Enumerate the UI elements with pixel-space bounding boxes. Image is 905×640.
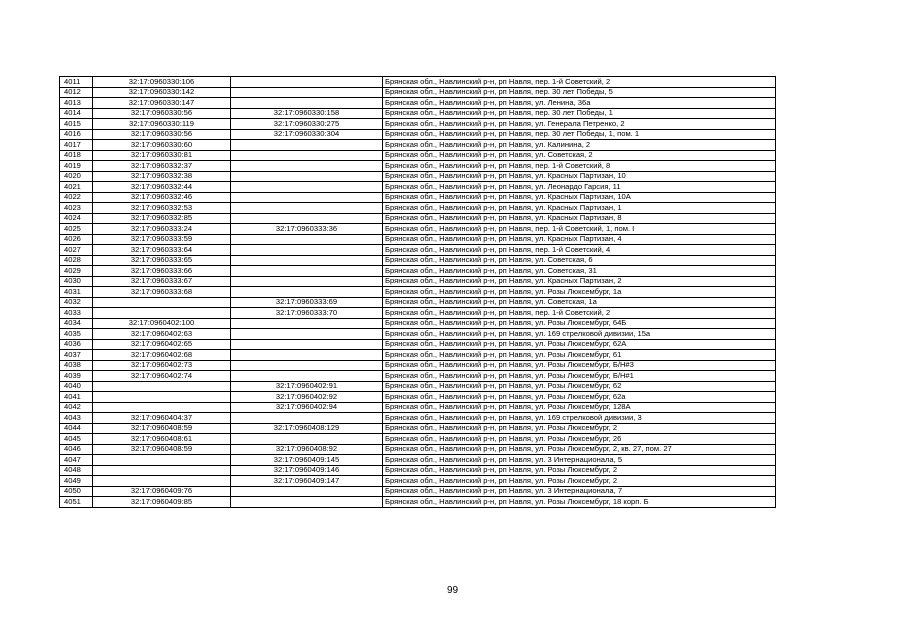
address-cell: Брянская обл., Навлинский р-н, рп Навля, ул. 3 Интернационала, 7 xyxy=(383,486,776,497)
table-row xyxy=(60,87,776,98)
row-number-cell: 4035 xyxy=(60,329,93,340)
row-number-cell: 4021 xyxy=(60,182,93,193)
cadastral-number-cell: 32:17:0960409:85 xyxy=(93,497,231,508)
address-cell: Брянская обл., Навлинский р-н, рп Навля, ул. Красных Партизан, 8 xyxy=(383,213,776,224)
row-number-cell: 4029 xyxy=(60,266,93,277)
cadastral-number-cell xyxy=(93,455,231,466)
related-cadastral-number-cell xyxy=(231,182,383,193)
registry-table-container xyxy=(59,76,775,508)
table-row xyxy=(60,192,776,203)
cadastral-number-cell xyxy=(93,392,231,403)
table-row xyxy=(60,318,776,329)
table-row xyxy=(60,77,776,88)
table-row xyxy=(60,287,776,298)
address-cell: Брянская обл., Навлинский р-н, рп Навля, пер. 30 лет Победы, 5 xyxy=(383,87,776,98)
address-cell: Брянская обл., Навлинский р-н, рп Навля, ул. Розы Люксембург, 62а xyxy=(383,392,776,403)
cadastral-number-cell: 32:17:0960404:37 xyxy=(93,413,231,424)
related-cadastral-number-cell xyxy=(231,276,383,287)
related-cadastral-number-cell xyxy=(231,287,383,298)
table-row xyxy=(60,497,776,508)
address-cell: Брянская обл., Навлинский р-н, рп Навля, ул. Советская, 2 xyxy=(383,150,776,161)
table-row xyxy=(60,150,776,161)
row-number-cell: 4036 xyxy=(60,339,93,350)
cadastral-number-cell: 32:17:0960330:106 xyxy=(93,77,231,88)
related-cadastral-number-cell: 32:17:0960408:92 xyxy=(231,444,383,455)
row-number-cell: 4039 xyxy=(60,371,93,382)
related-cadastral-number-cell: 32:17:0960333:69 xyxy=(231,297,383,308)
row-number-cell: 4025 xyxy=(60,224,93,235)
address-cell: Брянская обл., Навлинский р-н, рп Навля, ул. Ленина, 36а xyxy=(383,98,776,109)
cadastral-number-cell xyxy=(93,308,231,319)
row-number-cell: 4032 xyxy=(60,297,93,308)
address-cell: Брянская обл., Навлинский р-н, рп Навля, пер. 1-й Советский, 1, пом. I xyxy=(383,224,776,235)
cadastral-number-cell xyxy=(93,402,231,413)
cadastral-number-cell xyxy=(93,465,231,476)
table-row xyxy=(60,161,776,172)
cadastral-number-cell: 32:17:0960409:76 xyxy=(93,486,231,497)
address-cell: Брянская обл., Навлинский р-н, рп Навля, пер. 1-й Советский, 4 xyxy=(383,245,776,256)
address-cell: Брянская обл., Навлинский р-н, рп Навля, ул. Розы Люксембург, 61 xyxy=(383,350,776,361)
table-row xyxy=(60,276,776,287)
cadastral-number-cell: 32:17:0960330:119 xyxy=(93,119,231,130)
row-number-cell: 4047 xyxy=(60,455,93,466)
related-cadastral-number-cell xyxy=(231,161,383,172)
related-cadastral-number-cell xyxy=(231,350,383,361)
address-cell: Брянская обл., Навлинский р-н, рп Навля, пер. 1-й Советский, 2 xyxy=(383,308,776,319)
related-cadastral-number-cell xyxy=(231,140,383,151)
table-row xyxy=(60,381,776,392)
table-row xyxy=(60,444,776,455)
row-number-cell: 4024 xyxy=(60,213,93,224)
address-cell: Брянская обл., Навлинский р-н, рп Навля, ул. Розы Люксембург, 64Б xyxy=(383,318,776,329)
related-cadastral-number-cell xyxy=(231,77,383,88)
table-row xyxy=(60,297,776,308)
related-cadastral-number-cell xyxy=(231,497,383,508)
cadastral-number-cell: 32:17:0960402:68 xyxy=(93,350,231,361)
table-row xyxy=(60,129,776,140)
cadastral-number-cell: 32:17:0960332:44 xyxy=(93,182,231,193)
row-number-cell: 4014 xyxy=(60,108,93,119)
address-cell: Брянская обл., Навлинский р-н, рп Навля, ул. Красных Партизан, 1 xyxy=(383,203,776,214)
table-row xyxy=(60,371,776,382)
table-row xyxy=(60,402,776,413)
address-cell: Брянская обл., Навлинский р-н, рп Навля, ул. Советская, 1а xyxy=(383,297,776,308)
related-cadastral-number-cell xyxy=(231,339,383,350)
table-row xyxy=(60,108,776,119)
row-number-cell: 4051 xyxy=(60,497,93,508)
row-number-cell: 4042 xyxy=(60,402,93,413)
related-cadastral-number-cell: 32:17:0960330:158 xyxy=(231,108,383,119)
related-cadastral-number-cell: 32:17:0960402:94 xyxy=(231,402,383,413)
address-cell: Брянская обл., Навлинский р-н, рп Навля, ул. 169 стрелковой дивизии, 15а xyxy=(383,329,776,340)
address-cell: Брянская обл., Навлинский р-н, рп Навля, ул. Розы Люксембург, 2 xyxy=(383,423,776,434)
address-cell: Брянская обл., Навлинский р-н, рп Навля, ул. Красных Партизан, 10А xyxy=(383,192,776,203)
cadastral-number-cell: 32:17:0960333:67 xyxy=(93,276,231,287)
cadastral-number-cell: 32:17:0960330:56 xyxy=(93,129,231,140)
related-cadastral-number-cell xyxy=(231,360,383,371)
cadastral-number-cell xyxy=(93,476,231,487)
address-cell: Брянская обл., Навлинский р-н, рп Навля, ул. Розы Люксембург, 2 xyxy=(383,476,776,487)
related-cadastral-number-cell xyxy=(231,171,383,182)
related-cadastral-number-cell xyxy=(231,203,383,214)
related-cadastral-number-cell xyxy=(231,255,383,266)
cadastral-number-cell: 32:17:0960333:66 xyxy=(93,266,231,277)
address-cell: Брянская обл., Навлинский р-н, рп Навля, ул. Розы Люксембург, 62 xyxy=(383,381,776,392)
row-number-cell: 4020 xyxy=(60,171,93,182)
table-row xyxy=(60,98,776,109)
table-row xyxy=(60,308,776,319)
table-row xyxy=(60,476,776,487)
related-cadastral-number-cell xyxy=(231,413,383,424)
address-cell: Брянская обл., Навлинский р-н, рп Навля, ул. Красных Партизан, 10 xyxy=(383,171,776,182)
address-cell: Брянская обл., Навлинский р-н, рп Навля, ул. Красных Партизан, 2 xyxy=(383,276,776,287)
related-cadastral-number-cell: 32:17:0960333:70 xyxy=(231,308,383,319)
cadastral-number-cell: 32:17:0960332:46 xyxy=(93,192,231,203)
cadastral-number-cell: 32:17:0960333:64 xyxy=(93,245,231,256)
cadastral-number-cell xyxy=(93,297,231,308)
row-number-cell: 4048 xyxy=(60,465,93,476)
address-cell: Брянская обл., Навлинский р-н, рп Навля, ул. Розы Люксембург, 26 xyxy=(383,434,776,445)
row-number-cell: 4030 xyxy=(60,276,93,287)
cadastral-number-cell: 32:17:0960330:56 xyxy=(93,108,231,119)
address-cell: Брянская обл., Навлинский р-н, рп Навля, ул. Красных Партизан, 4 xyxy=(383,234,776,245)
row-number-cell: 4011 xyxy=(60,77,93,88)
cadastral-number-cell: 32:17:0960408:59 xyxy=(93,423,231,434)
related-cadastral-number-cell xyxy=(231,150,383,161)
row-number-cell: 4012 xyxy=(60,87,93,98)
table-row xyxy=(60,360,776,371)
related-cadastral-number-cell: 32:17:0960330:275 xyxy=(231,119,383,130)
address-cell: Брянская обл., Навлинский р-н, рп Навля, ул. Калинина, 2 xyxy=(383,140,776,151)
address-cell: Брянская обл., Навлинский р-н, рп Навля, ул. Леонардо Гарсия, 11 xyxy=(383,182,776,193)
table-row xyxy=(60,182,776,193)
address-cell: Брянская обл., Навлинский р-н, рп Навля, ул. 169 стрелковой дивизии, 3 xyxy=(383,413,776,424)
cadastral-number-cell: 32:17:0960330:147 xyxy=(93,98,231,109)
registry-table-body xyxy=(60,77,776,508)
row-number-cell: 4043 xyxy=(60,413,93,424)
row-number-cell: 4040 xyxy=(60,381,93,392)
related-cadastral-number-cell xyxy=(231,486,383,497)
cadastral-number-cell: 32:17:0960402:73 xyxy=(93,360,231,371)
row-number-cell: 4050 xyxy=(60,486,93,497)
cadastral-number-cell: 32:17:0960333:68 xyxy=(93,287,231,298)
related-cadastral-number-cell xyxy=(231,371,383,382)
related-cadastral-number-cell xyxy=(231,434,383,445)
table-row xyxy=(60,213,776,224)
table-row xyxy=(60,255,776,266)
cadastral-number-cell: 32:17:0960408:61 xyxy=(93,434,231,445)
related-cadastral-number-cell: 32:17:0960330:304 xyxy=(231,129,383,140)
cadastral-number-cell: 32:17:0960330:142 xyxy=(93,87,231,98)
table-row xyxy=(60,455,776,466)
related-cadastral-number-cell xyxy=(231,98,383,109)
row-number-cell: 4049 xyxy=(60,476,93,487)
row-number-cell: 4044 xyxy=(60,423,93,434)
related-cadastral-number-cell xyxy=(231,245,383,256)
table-row xyxy=(60,339,776,350)
table-row xyxy=(60,224,776,235)
row-number-cell: 4027 xyxy=(60,245,93,256)
row-number-cell: 4022 xyxy=(60,192,93,203)
address-cell: Брянская обл., Навлинский р-н, рп Навля, пер. 1-й Советский, 8 xyxy=(383,161,776,172)
table-row xyxy=(60,119,776,130)
address-cell: Брянская обл., Навлинский р-н, рп Навля, ул. Генерала Петренко, 2 xyxy=(383,119,776,130)
address-cell: Брянская обл., Навлинский р-н, рп Навля, пер. 30 лет Победы, 1 xyxy=(383,108,776,119)
related-cadastral-number-cell: 32:17:0960408:129 xyxy=(231,423,383,434)
row-number-cell: 4015 xyxy=(60,119,93,130)
table-row xyxy=(60,434,776,445)
address-cell: Брянская обл., Навлинский р-н, рп Навля, пер. 30 лет Победы, 1, пом. 1 xyxy=(383,129,776,140)
related-cadastral-number-cell: 32:17:0960409:146 xyxy=(231,465,383,476)
related-cadastral-number-cell xyxy=(231,213,383,224)
row-number-cell: 4031 xyxy=(60,287,93,298)
registry-table xyxy=(59,76,776,508)
related-cadastral-number-cell xyxy=(231,192,383,203)
cadastral-number-cell: 32:17:0960332:38 xyxy=(93,171,231,182)
address-cell: Брянская обл., Навлинский р-н, рп Навля, ул. Советская, 31 xyxy=(383,266,776,277)
table-row xyxy=(60,329,776,340)
table-row xyxy=(60,413,776,424)
table-row xyxy=(60,423,776,434)
cadastral-number-cell: 32:17:0960332:53 xyxy=(93,203,231,214)
address-cell: Брянская обл., Навлинский р-н, рп Навля, ул. Розы Люксембург, 18 корп. Б xyxy=(383,497,776,508)
address-cell: Брянская обл., Навлинский р-н, рп Навля, ул. Советская, 6 xyxy=(383,255,776,266)
row-number-cell: 4017 xyxy=(60,140,93,151)
address-cell: Брянская обл., Навлинский р-н, рп Навля, ул. Розы Люксембург, Б/Н#1 xyxy=(383,371,776,382)
cadastral-number-cell: 32:17:0960402:100 xyxy=(93,318,231,329)
related-cadastral-number-cell: 32:17:0960402:91 xyxy=(231,381,383,392)
related-cadastral-number-cell xyxy=(231,266,383,277)
address-cell: Брянская обл., Навлинский р-н, рп Навля, ул. 3 Интернационала, 5 xyxy=(383,455,776,466)
row-number-cell: 4023 xyxy=(60,203,93,214)
address-cell: Брянская обл., Навлинский р-н, рп Навля, ул. Розы Люксембург, 1а xyxy=(383,287,776,298)
table-row xyxy=(60,486,776,497)
address-cell: Брянская обл., Навлинский р-н, рп Навля, ул. Розы Люксембург, 62А xyxy=(383,339,776,350)
row-number-cell: 4046 xyxy=(60,444,93,455)
cadastral-number-cell: 32:17:0960333:59 xyxy=(93,234,231,245)
table-row xyxy=(60,465,776,476)
cadastral-number-cell: 32:17:0960333:24 xyxy=(93,224,231,235)
row-number-cell: 4041 xyxy=(60,392,93,403)
row-number-cell: 4013 xyxy=(60,98,93,109)
related-cadastral-number-cell xyxy=(231,318,383,329)
related-cadastral-number-cell: 32:17:0960333:36 xyxy=(231,224,383,235)
cadastral-number-cell: 32:17:0960330:60 xyxy=(93,140,231,151)
address-cell: Брянская обл., Навлинский р-н, рп Навля, ул. Розы Люксембург, Б/Н#3 xyxy=(383,360,776,371)
row-number-cell: 4045 xyxy=(60,434,93,445)
related-cadastral-number-cell xyxy=(231,329,383,340)
address-cell: Брянская обл., Навлинский р-н, рп Навля, пер. 1-й Советский, 2 xyxy=(383,77,776,88)
related-cadastral-number-cell xyxy=(231,234,383,245)
table-row xyxy=(60,245,776,256)
table-row xyxy=(60,171,776,182)
row-number-cell: 4037 xyxy=(60,350,93,361)
table-row xyxy=(60,266,776,277)
cadastral-number-cell xyxy=(93,381,231,392)
address-cell: Брянская обл., Навлинский р-н, рп Навля, ул. Розы Люксембург, 2, кв. 27, пом. 27 xyxy=(383,444,776,455)
address-cell: Брянская обл., Навлинский р-н, рп Навля, ул. Розы Люксембург, 2 xyxy=(383,465,776,476)
table-row xyxy=(60,203,776,214)
row-number-cell: 4033 xyxy=(60,308,93,319)
cadastral-number-cell: 32:17:0960330:81 xyxy=(93,150,231,161)
cadastral-number-cell: 32:17:0960402:63 xyxy=(93,329,231,340)
row-number-cell: 4028 xyxy=(60,255,93,266)
related-cadastral-number-cell: 32:17:0960409:145 xyxy=(231,455,383,466)
row-number-cell: 4016 xyxy=(60,129,93,140)
table-row xyxy=(60,140,776,151)
table-row xyxy=(60,234,776,245)
table-row xyxy=(60,392,776,403)
related-cadastral-number-cell xyxy=(231,87,383,98)
cadastral-number-cell: 32:17:0960408:59 xyxy=(93,444,231,455)
related-cadastral-number-cell: 32:17:0960402:92 xyxy=(231,392,383,403)
related-cadastral-number-cell: 32:17:0960409:147 xyxy=(231,476,383,487)
cadastral-number-cell: 32:17:0960402:65 xyxy=(93,339,231,350)
page-number: 99 xyxy=(446,585,459,596)
cadastral-number-cell: 32:17:0960332:37 xyxy=(93,161,231,172)
cadastral-number-cell: 32:17:0960402:74 xyxy=(93,371,231,382)
table-row xyxy=(60,350,776,361)
row-number-cell: 4019 xyxy=(60,161,93,172)
row-number-cell: 4018 xyxy=(60,150,93,161)
cadastral-number-cell: 32:17:0960332:85 xyxy=(93,213,231,224)
cadastral-number-cell: 32:17:0960333:65 xyxy=(93,255,231,266)
row-number-cell: 4038 xyxy=(60,360,93,371)
row-number-cell: 4034 xyxy=(60,318,93,329)
address-cell: Брянская обл., Навлинский р-н, рп Навля, ул. Розы Люксембург, 128А xyxy=(383,402,776,413)
row-number-cell: 4026 xyxy=(60,234,93,245)
